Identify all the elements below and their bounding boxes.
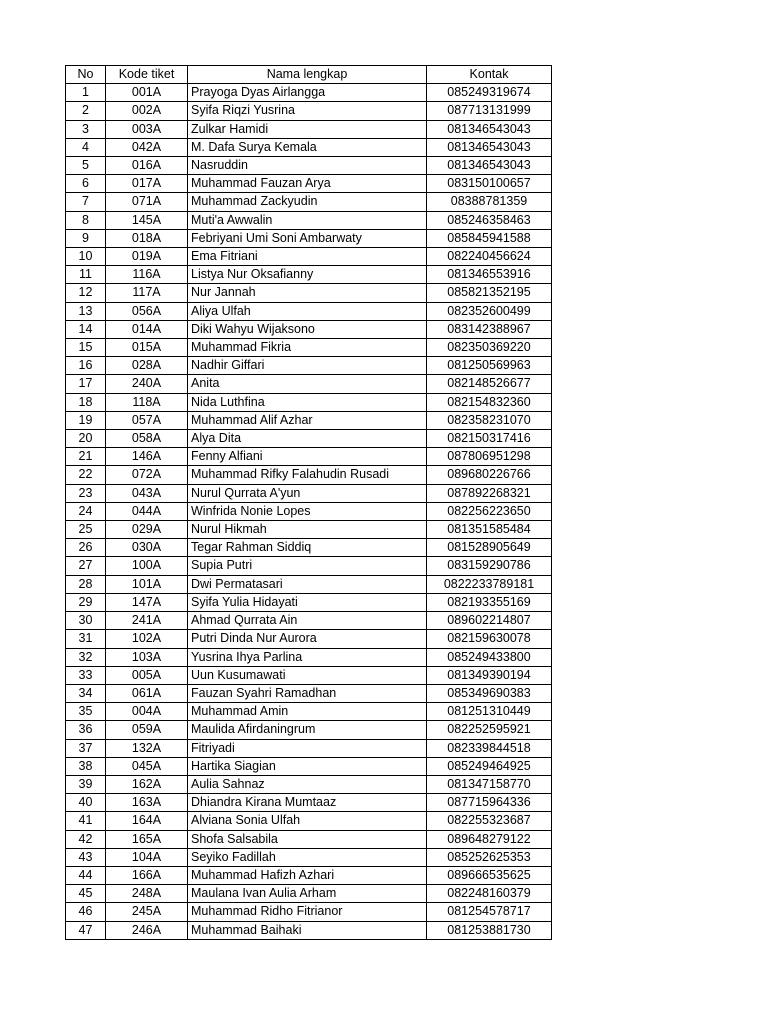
cell-ticket-code: 166A	[106, 866, 188, 884]
cell-no: 19	[66, 411, 106, 429]
cell-contact: 085845941588	[427, 229, 552, 247]
cell-ticket-code: 015A	[106, 339, 188, 357]
table-row	[66, 648, 552, 666]
cell-contact: 082339844518	[427, 739, 552, 757]
table-row	[66, 411, 552, 429]
cell-ticket-code: 017A	[106, 175, 188, 193]
table-row	[66, 448, 552, 466]
cell-contact: 081349390194	[427, 666, 552, 684]
table-row	[66, 357, 552, 375]
table-row	[66, 593, 552, 611]
cell-full-name: Muhammad Zackyudin	[188, 193, 427, 211]
cell-contact: 082154832360	[427, 393, 552, 411]
table-row	[66, 885, 552, 903]
cell-ticket-code: 057A	[106, 411, 188, 429]
cell-contact: 087715964336	[427, 794, 552, 812]
cell-no: 13	[66, 302, 106, 320]
cell-ticket-code: 100A	[106, 557, 188, 575]
cell-ticket-code: 018A	[106, 229, 188, 247]
cell-contact: 081250569963	[427, 357, 552, 375]
cell-no: 9	[66, 229, 106, 247]
cell-full-name: Prayoga Dyas Airlangga	[188, 84, 427, 102]
table-body	[66, 84, 552, 940]
cell-full-name: M. Dafa Surya Kemala	[188, 138, 427, 156]
cell-full-name: Muhammad Fauzan Arya	[188, 175, 427, 193]
table-row	[66, 375, 552, 393]
cell-contact: 082350369220	[427, 339, 552, 357]
cell-full-name: Diki Wahyu Wijaksono	[188, 320, 427, 338]
cell-full-name: Tegar Rahman Siddiq	[188, 539, 427, 557]
cell-full-name: Dwi Permatasari	[188, 575, 427, 593]
cell-ticket-code: 117A	[106, 284, 188, 302]
cell-contact: 087806951298	[427, 448, 552, 466]
cell-contact: 082358231070	[427, 411, 552, 429]
table-row	[66, 721, 552, 739]
cell-full-name: Maulana Ivan Aulia Arham	[188, 885, 427, 903]
cell-ticket-code: 116A	[106, 266, 188, 284]
cell-no: 7	[66, 193, 106, 211]
table-row	[66, 757, 552, 775]
cell-contact: 081346543043	[427, 138, 552, 156]
cell-contact: 082352600499	[427, 302, 552, 320]
cell-full-name: Yusrina Ihya Parlina	[188, 648, 427, 666]
cell-no: 46	[66, 903, 106, 921]
cell-no: 39	[66, 775, 106, 793]
table-row	[66, 466, 552, 484]
table-row	[66, 666, 552, 684]
cell-contact: 085821352195	[427, 284, 552, 302]
cell-full-name: Nasruddin	[188, 157, 427, 175]
cell-ticket-code: 132A	[106, 739, 188, 757]
table-row	[66, 120, 552, 138]
table-row	[66, 157, 552, 175]
table-row	[66, 612, 552, 630]
table-row	[66, 229, 552, 247]
cell-no: 24	[66, 502, 106, 520]
cell-ticket-code: 103A	[106, 648, 188, 666]
cell-ticket-code: 002A	[106, 102, 188, 120]
cell-full-name: Muhammad Baihaki	[188, 921, 427, 939]
cell-no: 17	[66, 375, 106, 393]
cell-ticket-code: 147A	[106, 593, 188, 611]
cell-contact: 081254578717	[427, 903, 552, 921]
cell-full-name: Seyiko Fadillah	[188, 848, 427, 866]
table-row	[66, 266, 552, 284]
cell-no: 22	[66, 466, 106, 484]
cell-contact: 081528905649	[427, 539, 552, 557]
cell-contact: 082148526677	[427, 375, 552, 393]
cell-no: 45	[66, 885, 106, 903]
cell-full-name: Alviana Sonia Ulfah	[188, 812, 427, 830]
cell-full-name: Muhammad Fikria	[188, 339, 427, 357]
cell-contact: 082256223650	[427, 502, 552, 520]
table-row	[66, 557, 552, 575]
cell-ticket-code: 240A	[106, 375, 188, 393]
table-row	[66, 903, 552, 921]
table-row	[66, 848, 552, 866]
cell-no: 27	[66, 557, 106, 575]
table-row	[66, 794, 552, 812]
table-row	[66, 866, 552, 884]
cell-ticket-code: 145A	[106, 211, 188, 229]
table-row	[66, 684, 552, 702]
cell-no: 10	[66, 248, 106, 266]
cell-ticket-code: 246A	[106, 921, 188, 939]
cell-contact: 085249464925	[427, 757, 552, 775]
cell-full-name: Maulida Afirdaningrum	[188, 721, 427, 739]
cell-ticket-code: 102A	[106, 630, 188, 648]
cell-no: 41	[66, 812, 106, 830]
cell-contact: 082252595921	[427, 721, 552, 739]
table-row	[66, 138, 552, 156]
table-row	[66, 193, 552, 211]
cell-contact: 081251310449	[427, 703, 552, 721]
header-ticket-code: Kode tiket	[106, 66, 188, 84]
cell-full-name: Muhammad Amin	[188, 703, 427, 721]
cell-contact: 082193355169	[427, 593, 552, 611]
cell-ticket-code: 164A	[106, 812, 188, 830]
cell-no: 3	[66, 120, 106, 138]
table-row	[66, 521, 552, 539]
cell-full-name: Listya Nur Oksafianny	[188, 266, 427, 284]
cell-no: 11	[66, 266, 106, 284]
cell-no: 18	[66, 393, 106, 411]
cell-contact: 082255323687	[427, 812, 552, 830]
cell-contact: 087713131999	[427, 102, 552, 120]
table-row	[66, 211, 552, 229]
cell-contact: 082150317416	[427, 430, 552, 448]
cell-full-name: Uun Kusumawati	[188, 666, 427, 684]
cell-no: 36	[66, 721, 106, 739]
cell-full-name: Muti'a Awwalin	[188, 211, 427, 229]
cell-contact: 082240456624	[427, 248, 552, 266]
cell-full-name: Muhammad Alif Azhar	[188, 411, 427, 429]
cell-full-name: Dhiandra Kirana Mumtaaz	[188, 794, 427, 812]
cell-no: 16	[66, 357, 106, 375]
cell-full-name: Fitriyadi	[188, 739, 427, 757]
cell-full-name: Muhammad Ridho Fitrianor	[188, 903, 427, 921]
cell-contact: 081347158770	[427, 775, 552, 793]
cell-ticket-code: 058A	[106, 430, 188, 448]
table-row	[66, 539, 552, 557]
cell-no: 2	[66, 102, 106, 120]
cell-no: 20	[66, 430, 106, 448]
cell-contact: 085349690383	[427, 684, 552, 702]
cell-full-name: Aliya Ulfah	[188, 302, 427, 320]
cell-contact: 082159630078	[427, 630, 552, 648]
cell-full-name: Fauzan Syahri Ramadhan	[188, 684, 427, 702]
cell-contact: 083142388967	[427, 320, 552, 338]
cell-ticket-code: 043A	[106, 484, 188, 502]
cell-ticket-code: 045A	[106, 757, 188, 775]
table-row	[66, 703, 552, 721]
cell-full-name: Alya Dita	[188, 430, 427, 448]
table-row	[66, 484, 552, 502]
cell-no: 30	[66, 612, 106, 630]
cell-full-name: Aulia Sahnaz	[188, 775, 427, 793]
table-row	[66, 430, 552, 448]
table-row	[66, 775, 552, 793]
cell-ticket-code: 044A	[106, 502, 188, 520]
cell-ticket-code: 016A	[106, 157, 188, 175]
cell-full-name: Nur Jannah	[188, 284, 427, 302]
cell-no: 12	[66, 284, 106, 302]
cell-no: 34	[66, 684, 106, 702]
cell-ticket-code: 019A	[106, 248, 188, 266]
cell-no: 35	[66, 703, 106, 721]
cell-no: 38	[66, 757, 106, 775]
cell-full-name: Febriyani Umi Soni Ambarwaty	[188, 229, 427, 247]
cell-contact: 083159290786	[427, 557, 552, 575]
cell-no: 21	[66, 448, 106, 466]
cell-no: 43	[66, 848, 106, 866]
cell-ticket-code: 030A	[106, 539, 188, 557]
cell-contact: 089666535625	[427, 866, 552, 884]
cell-full-name: Fenny Alfiani	[188, 448, 427, 466]
cell-contact: 083150100657	[427, 175, 552, 193]
cell-no: 14	[66, 320, 106, 338]
cell-no: 31	[66, 630, 106, 648]
cell-no: 42	[66, 830, 106, 848]
cell-contact: 089602214807	[427, 612, 552, 630]
cell-ticket-code: 003A	[106, 120, 188, 138]
cell-ticket-code: 005A	[106, 666, 188, 684]
cell-full-name: Syifa Yulia Hidayati	[188, 593, 427, 611]
header-row	[66, 66, 552, 84]
table-row	[66, 84, 552, 102]
cell-ticket-code: 029A	[106, 521, 188, 539]
cell-full-name: Nurul Qurrata A'yun	[188, 484, 427, 502]
cell-ticket-code: 248A	[106, 885, 188, 903]
cell-contact: 085252625353	[427, 848, 552, 866]
cell-contact: 081253881730	[427, 921, 552, 939]
cell-full-name: Syifa Riqzi Yusrina	[188, 102, 427, 120]
cell-full-name: Shofa Salsabila	[188, 830, 427, 848]
cell-no: 28	[66, 575, 106, 593]
table-row	[66, 102, 552, 120]
cell-full-name: Supia Putri	[188, 557, 427, 575]
cell-ticket-code: 056A	[106, 302, 188, 320]
cell-full-name: Anita	[188, 375, 427, 393]
cell-no: 23	[66, 484, 106, 502]
table-row	[66, 921, 552, 939]
cell-full-name: Hartika Siagian	[188, 757, 427, 775]
cell-ticket-code: 071A	[106, 193, 188, 211]
ticket-table	[65, 65, 552, 940]
cell-full-name: Muhammad Hafizh Azhari	[188, 866, 427, 884]
cell-ticket-code: 014A	[106, 320, 188, 338]
cell-ticket-code: 241A	[106, 612, 188, 630]
cell-no: 5	[66, 157, 106, 175]
cell-full-name: Winfrida Nonie Lopes	[188, 502, 427, 520]
table-row	[66, 630, 552, 648]
cell-no: 15	[66, 339, 106, 357]
cell-no: 40	[66, 794, 106, 812]
cell-no: 26	[66, 539, 106, 557]
table-row	[66, 175, 552, 193]
cell-full-name: Nadhir Giffari	[188, 357, 427, 375]
cell-contact: 085249433800	[427, 648, 552, 666]
cell-no: 25	[66, 521, 106, 539]
cell-full-name: Nida Luthfina	[188, 393, 427, 411]
cell-ticket-code: 004A	[106, 703, 188, 721]
header-contact: Kontak	[427, 66, 552, 84]
cell-ticket-code: 118A	[106, 393, 188, 411]
cell-contact: 085249319674	[427, 84, 552, 102]
table-row	[66, 302, 552, 320]
cell-ticket-code: 059A	[106, 721, 188, 739]
cell-ticket-code: 072A	[106, 466, 188, 484]
cell-full-name: Zulkar Hamidi	[188, 120, 427, 138]
table-row	[66, 502, 552, 520]
table-row	[66, 830, 552, 848]
cell-full-name: Ema Fitriani	[188, 248, 427, 266]
cell-ticket-code: 042A	[106, 138, 188, 156]
cell-no: 4	[66, 138, 106, 156]
cell-contact: 087892268321	[427, 484, 552, 502]
cell-ticket-code: 061A	[106, 684, 188, 702]
cell-no: 29	[66, 593, 106, 611]
table-row	[66, 393, 552, 411]
cell-ticket-code: 028A	[106, 357, 188, 375]
cell-full-name: Nurul Hikmah	[188, 521, 427, 539]
cell-ticket-code: 245A	[106, 903, 188, 921]
table-row	[66, 339, 552, 357]
cell-full-name: Ahmad Qurrata Ain	[188, 612, 427, 630]
cell-ticket-code: 162A	[106, 775, 188, 793]
cell-contact: 082248160379	[427, 885, 552, 903]
cell-contact: 085246358463	[427, 211, 552, 229]
cell-no: 1	[66, 84, 106, 102]
table-row	[66, 320, 552, 338]
cell-contact: 0822233789181	[427, 575, 552, 593]
cell-full-name: Muhammad Rifky Falahudin Rusadi	[188, 466, 427, 484]
header-no: No	[66, 66, 106, 84]
cell-contact: 081346543043	[427, 120, 552, 138]
cell-no: 44	[66, 866, 106, 884]
cell-contact: 081351585484	[427, 521, 552, 539]
cell-full-name: Putri Dinda Nur Aurora	[188, 630, 427, 648]
cell-ticket-code: 104A	[106, 848, 188, 866]
cell-contact: 081346553916	[427, 266, 552, 284]
table-row	[66, 248, 552, 266]
cell-ticket-code: 146A	[106, 448, 188, 466]
header-full-name: Nama lengkap	[188, 66, 427, 84]
cell-no: 6	[66, 175, 106, 193]
cell-no: 37	[66, 739, 106, 757]
cell-contact: 089680226766	[427, 466, 552, 484]
table-row	[66, 739, 552, 757]
table-row	[66, 812, 552, 830]
cell-no: 32	[66, 648, 106, 666]
table-row	[66, 284, 552, 302]
table-row	[66, 575, 552, 593]
cell-ticket-code: 001A	[106, 84, 188, 102]
cell-ticket-code: 101A	[106, 575, 188, 593]
cell-no: 47	[66, 921, 106, 939]
cell-ticket-code: 165A	[106, 830, 188, 848]
cell-ticket-code: 163A	[106, 794, 188, 812]
cell-no: 33	[66, 666, 106, 684]
cell-contact: 081346543043	[427, 157, 552, 175]
cell-contact: 08388781359	[427, 193, 552, 211]
cell-no: 8	[66, 211, 106, 229]
cell-contact: 089648279122	[427, 830, 552, 848]
